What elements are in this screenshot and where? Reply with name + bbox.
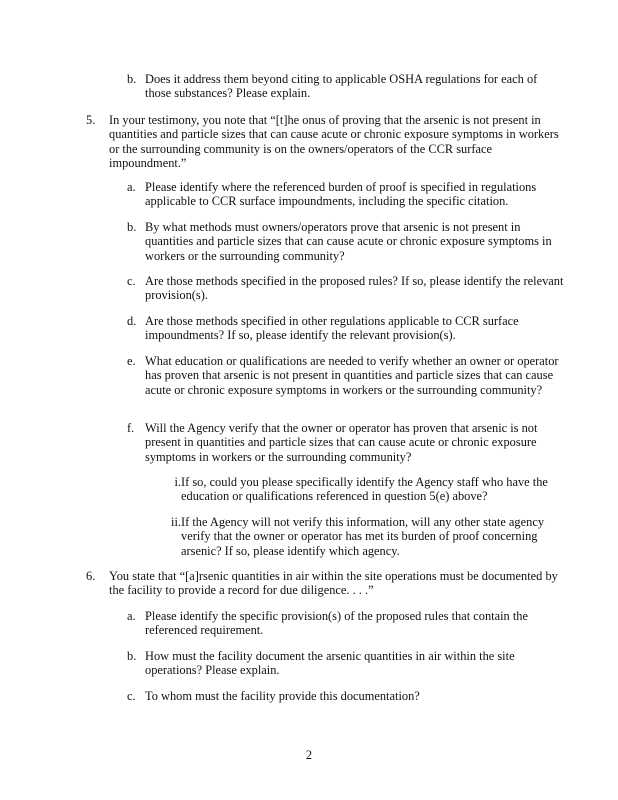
question-5f-i <box>164 475 564 504</box>
item-text: You state that “[a]rsenic quantities in air within the site operations must be documented by the facility to provide a record for due diligence. . . .” <box>109 569 558 598</box>
item-text: If so, could you please specifically identify the Agency staff who have the education or qualifications referenced in question 5(e) above? <box>181 475 548 504</box>
question-5e <box>127 354 564 397</box>
question-5 <box>86 113 564 171</box>
item-text: Are those methods specified in other regulations applicable to CCR surface impoundments? If so, please identify the relevant provision(s). <box>145 314 519 343</box>
question-6a <box>127 609 564 638</box>
item-marker: a. <box>127 180 136 194</box>
item-marker: c. <box>127 274 136 288</box>
item-marker: c. <box>127 689 136 703</box>
item-text: To whom must the facility provide this documentation? <box>145 689 420 703</box>
item-marker: b. <box>127 649 137 663</box>
question-4b <box>127 72 564 101</box>
item-marker: ii. <box>171 515 181 529</box>
item-marker: 5. <box>86 113 96 127</box>
item-text: Please identify the specific provision(s) of the proposed rules that contain the referenced requirement. <box>145 609 528 638</box>
item-text: By what methods must owners/operators prove that arsenic is not present in quantities and particle sizes that can cause acute or chronic exposure symptoms in workers or the surrounding community? <box>145 220 552 263</box>
item-marker: b. <box>127 72 137 86</box>
item-marker: e. <box>127 354 136 368</box>
item-text: Please identify where the referenced burden of proof is specified in regulations applicable to CCR surface impoundments, including the specific citation. <box>145 180 537 209</box>
item-text: In your testimony, you note that “[t]he onus of proving that the arsenic is not present in quantities and particle sizes that can cause acute or chronic exposure symptoms in workers or the surrounding community is on the owners/operators of the CCR surface impoundment.” <box>109 113 559 171</box>
question-6c <box>127 689 564 703</box>
item-text: How must the facility document the arsenic quantities in air within the site operations? Please explain. <box>145 649 515 678</box>
question-5b <box>127 220 564 263</box>
item-marker: b. <box>127 220 137 234</box>
question-5a <box>127 180 564 209</box>
page-number: 2 <box>305 748 313 762</box>
item-marker: f. <box>127 421 135 435</box>
item-text: What education or qualifications are needed to verify whether an owner or operator has proven that arsenic is not present in quantities and particle sizes that can cause acute or chronic exposure symptoms in workers or the surrounding community? <box>145 354 559 397</box>
question-5c <box>127 274 564 303</box>
item-marker: a. <box>127 609 136 623</box>
item-text: If the Agency will not verify this information, will any other state agency verify that the owner or operator has met its burden of proof concerning arsenic? If so, please identify which agency. <box>181 515 545 558</box>
question-5f <box>127 421 564 464</box>
item-text: Does it address them beyond citing to applicable OSHA regulations for each of those substances? Please explain. <box>145 72 538 101</box>
question-5d <box>127 314 564 343</box>
question-6 <box>86 569 564 598</box>
question-6b <box>127 649 564 678</box>
item-marker: i. <box>174 475 181 489</box>
question-5f-ii <box>164 515 564 558</box>
item-text: Are those methods specified in the proposed rules? If so, please identify the relevant provision(s). <box>145 274 564 303</box>
item-text: Will the Agency verify that the owner or operator has proven that arsenic is not present in quantities and particle sizes that can cause acute or chronic exposure symptoms in workers or the surrounding community? <box>145 421 538 464</box>
item-marker: 6. <box>86 569 96 583</box>
item-marker: d. <box>127 314 137 328</box>
